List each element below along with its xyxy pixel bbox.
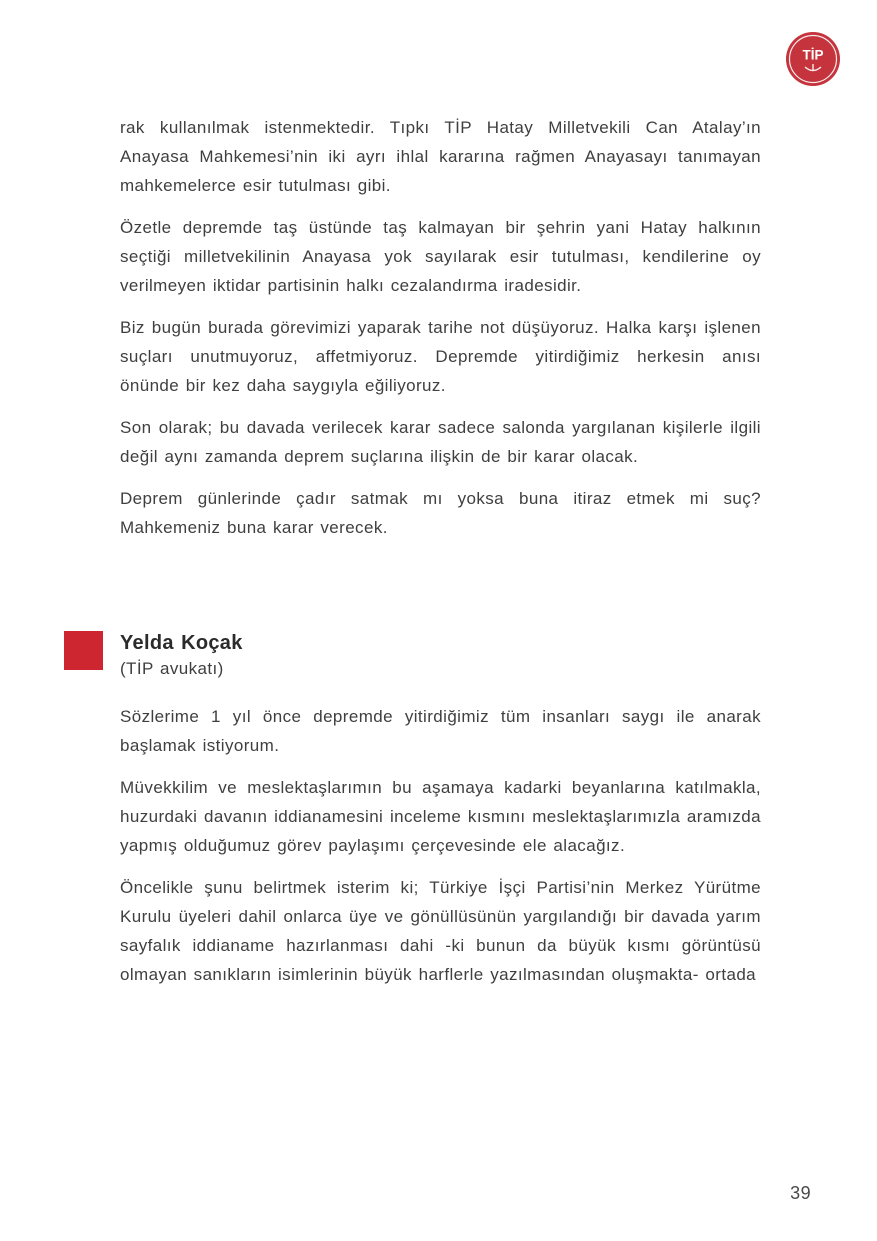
- paragraph: Sözlerime 1 yıl önce depremde yitirdiğimiz tüm insanları saygı ile anarak başlamak istiyorum.: [120, 707, 761, 755]
- speaker-section: [120, 630, 761, 989]
- paragraph: Müvekkilim ve meslektaşlarımın bu aşamaya kadarki beyanlarına katılmakla, huzurdaki davanın iddianamesini inceleme kısmını meslektaşlarımızla aramızda yapmış olduğumuz görev paylaşımı çerçevesinde ele alacağız.: [120, 778, 761, 855]
- tip-party-logo-svg: [785, 31, 841, 87]
- paragraph: Biz bugün burada görevimizi yaparak tarihe not düşüyoruz. Halka karşı işlenen suçları unutmuyoruz, affetmiyoruz. Depremde yitirdiğimiz herkesin anısı önünde bir kez daha saygıyla eğiliyoruz.: [120, 318, 761, 395]
- speaker-name: Yelda Koçak: [120, 632, 243, 654]
- page-number: 39: [790, 1183, 811, 1203]
- paragraph: Deprem günlerinde çadır satmak mı yoksa buna itiraz etmek mi suç? Mahkemeniz buna karar verecek.: [120, 489, 761, 537]
- speaker-heading-block: [120, 630, 761, 682]
- tip-logo-text: TİP: [802, 47, 824, 63]
- speaker-role: (TİP avukatı): [120, 659, 224, 678]
- paragraph: Son olarak; bu davada verilecek karar sadece salonda yargılanan kişilerle ilgili değil aynı zamanda deprem suçlarına ilişkin de bir karar olacak.: [120, 418, 761, 466]
- page-content: [120, 113, 761, 1002]
- paragraph: rak kullanılmak istenmektedir. Tıpkı TİP Hatay Milletvekili Can Atalay’ın Anayasa Mahkemesi’nin iki ayrı ihlal kararına rağmen Anayasayı tanımayan mahkemelerce esir tutulması gibi.: [120, 118, 761, 195]
- paragraph: Özetle depremde taş üstünde taş kalmayan bir şehrin yani Hatay halkının seçtiği milletvekilinin Anayasa yok sayılarak esir tutulması, kendilerine oy verilmeyen iktidar partisinin halkı cezalandırma iradesidir.: [120, 218, 761, 295]
- tip-party-logo-icon: [785, 31, 841, 87]
- paragraph: Öncelikle şunu belirtmek isterim ki; Türkiye İşçi Partisi’nin Merkez Yürütme Kurulu üyeleri dahil onlarca üye ve gönüllüsünün yargılandığı bir davada yarım sayfalık iddianame hazırlanması dahi -ki bunun da büyük kısmı görüntüsü olmayan sanıkların isimlerinin büyük harflerle yazılmasından oluşmakta- ortada: [120, 878, 761, 984]
- section-marker-square: [64, 631, 103, 670]
